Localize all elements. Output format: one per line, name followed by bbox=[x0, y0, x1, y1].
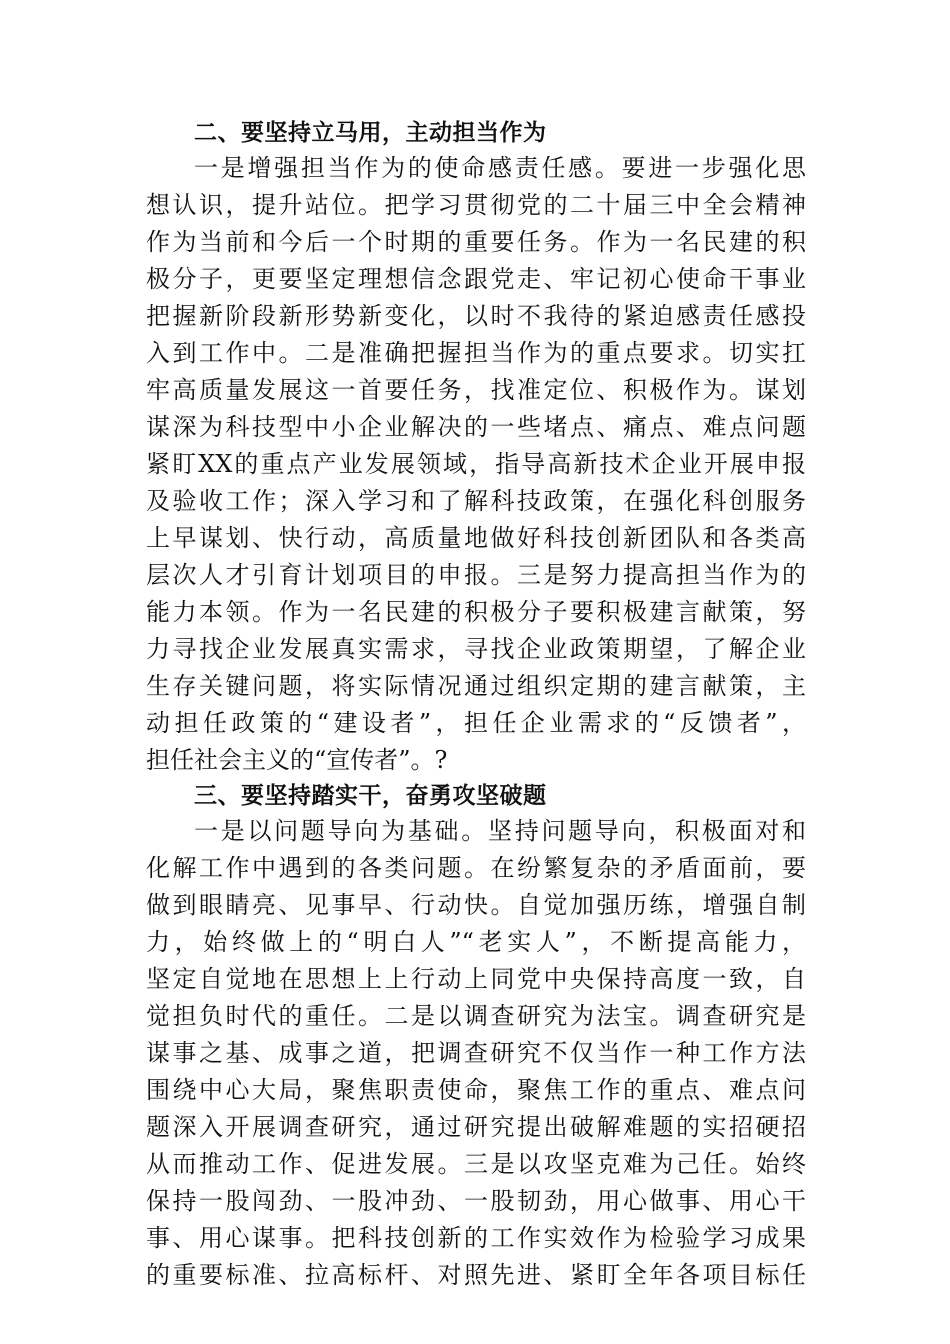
text-line: 保持一股闯劲、一股冲劲、一股韧劲，用心做事、用心干 bbox=[146, 1187, 806, 1215]
text-line: 谋深为科技型中小企业解决的一些堵点、痛点、难点问题 bbox=[146, 413, 806, 441]
text-line: 一是以问题导向为基础。坚持问题导向，积极面对和 bbox=[194, 817, 806, 845]
text-line: 想认识，提升站位。把学习贯彻党的二十届三中全会精神 bbox=[146, 191, 806, 219]
text-line: 围绕中心大局，聚焦职责使命，聚焦工作的重点、难点问 bbox=[146, 1076, 806, 1104]
text-line: 力寻找企业发展真实需求，寻找企业政策期望，了解企业 bbox=[146, 635, 806, 663]
text-line: 层次人才引育计划项目的申报。三是努力提高担当作为的 bbox=[146, 561, 806, 589]
text-line: 能力本领。作为一名民建的积极分子要积极建言献策，努 bbox=[146, 598, 806, 626]
section-2-heading: 二、要坚持立马用，主动担当作为 bbox=[194, 120, 547, 146]
text-line: 担任社会主义的“宣传者”。? bbox=[146, 746, 448, 774]
text-line: 觉担负时代的重任。二是以调查研究为法宝。调查研究是 bbox=[146, 1002, 806, 1030]
section-3-paragraph bbox=[146, 813, 806, 1294]
text-line: 作为当前和今后一个时期的重要任务。作为一名民建的积 bbox=[146, 228, 806, 256]
text-line: 紧盯XX的重点产业发展领域，指导高新技术企业开展申报 bbox=[146, 450, 806, 478]
section-3-heading: 三、要坚持踏实干，奋勇攻坚破题 bbox=[194, 783, 547, 809]
text-line: 牢高质量发展这一首要任务，找准定位、积极作为。谋划 bbox=[146, 376, 806, 404]
text-line: 题深入开展调查研究，通过研究提出破解难题的实招硬招 bbox=[146, 1113, 806, 1141]
text-line: 动担任政策的“建设者”，担任企业需求的“反馈者”， bbox=[146, 709, 806, 737]
text-line: 生存关键问题，将实际情况通过组织定期的建言献策，主 bbox=[146, 672, 806, 700]
section-2-paragraph bbox=[146, 150, 806, 779]
text-line: 一是增强担当作为的使命感责任感。要进一步强化思 bbox=[194, 154, 806, 182]
text-line: 事、用心谋事。把科技创新的工作实效作为检验学习成果 bbox=[146, 1224, 806, 1252]
text-line: 上早谋划、快行动，高质量地做好科技创新团队和各类高 bbox=[146, 524, 806, 552]
text-line: 的重要标准、拉高标杆、对照先进、紧盯全年各项目标任 bbox=[146, 1261, 806, 1289]
text-line: 坚定自觉地在思想上上行动上同党中央保持高度一致，自 bbox=[146, 965, 806, 993]
text-line: 谋事之基、成事之道，把调查研究不仅当作一种工作方法 bbox=[146, 1039, 806, 1067]
text-line: 把握新阶段新形势新变化，以时不我待的紧迫感责任感投 bbox=[146, 302, 806, 330]
text-line: 极分子，更要坚定理想信念跟党走、牢记初心使命干事业 bbox=[146, 265, 806, 293]
text-line: 力，始终做上的“明白人”“老实人”，不断提高能力， bbox=[146, 928, 806, 956]
text-line: 从而推动工作、促进发展。三是以攻坚克难为己任。始终 bbox=[146, 1150, 806, 1178]
document-body bbox=[146, 116, 806, 1294]
text-line: 化解工作中遇到的各类问题。在纷繁复杂的矛盾面前，要 bbox=[146, 854, 806, 882]
text-line: 入到工作中。二是准确把握担当作为的重点要求。切实扛 bbox=[146, 339, 806, 367]
text-line: 及验收工作；深入学习和了解科技政策，在强化科创服务 bbox=[146, 487, 806, 515]
text-line: 做到眼睛亮、见事早、行动快。自觉加强历练，增强自制 bbox=[146, 891, 806, 919]
